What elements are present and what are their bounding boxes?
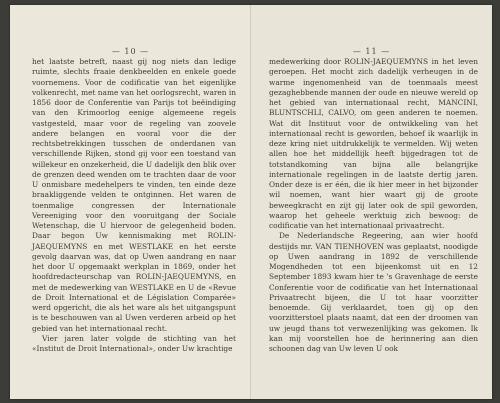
left-paragraph-2: Vier jaren later volgde de stichting van het «Institut de Droit International», onder Uw krachtige: [32, 333, 236, 353]
right-paragraph-1: medewerking door ROLIN-JAEQUEMYNS in het leven geroepen. Het mocht zich dadelijk verheugen in de warme ingenomenheid van de toenmaals meest gezaghebbende mannen der oude en nieuwe wereld op het gebied van internationaal recht, MANCINI, BLUNTSCHLI, CALVO, om geen anderen te noemen. Wat dit Instituut voor de ontwikkeling van het internationaal recht is geworden, behoef ik waarlijk in deze kring niet uitdrukkelijk te vermelden. Wij weten allen hoe het middellijk heeft bijgedragen tot de totstandkoming van bijna alle belangrijke internationale regelingen in de laatste dertig jaren. Onder deze is er één, die ik hier meer in het bijzonder wil noemen, want hier waart gij de groote beweegkracht en zijt gij later ook de spil geworden, waarop het geheele werktuig zich bewoog: de codificatie van het internationaal privaatrecht.: [269, 57, 478, 230]
book-spread: [10, 5, 492, 399]
right-page: [251, 5, 492, 399]
right-page-number: — 11 —: [352, 47, 391, 56]
right-page-text: [269, 57, 478, 354]
left-page: [10, 5, 251, 399]
right-paragraph-2: De Nederlandsche Regeering, aan wier hoofd destijds mr. VAN TIENHOVEN was geplaatst, noodigde op Uwen aandrang in 1892 de verschillende Mogendheden tot een bijeenkomst uit en 12 September 1893 kwam hier te 's Gravenhage de eerste Conferentie voor de codificatie van het Internationaal Privaatrecht bijeen, die U tot haar voorzitter benoemde. Gij verklaardet, toen gij op den voorzitterstoel plaats naamt, dat een der droomen van uw jeugd thans tot verwezenlijking was gekomen. Ik kan mij voorstellen hoe de herinnering aan dien schoonen dag van Uw leven U ook: [269, 231, 478, 353]
left-page-text: [32, 57, 236, 354]
left-page-number: — 10 —: [111, 47, 150, 56]
left-paragraph-1: het laatste betreft, naast gij nog niets dan ledige ruimte, slechts fraaie denkbeelden en enkele goede voornemens. Voor de codificatie van het eigenlijke volkenrecht, met name van het oorlogsrecht, waren in 1856 door de Conferentie van Parijs tot beëindiging van den Krimoorlog eenige algemeene regels vastgesteld, maar voor de regeling van zoovele andere belangen en vooral voor die der rechtsbetrekkingen tusschen de onderdanen van verschillende Rijken, stond gij voor een toestand van willekeur en onzekerheid, die U dadelijk den blik over de grenzen deed wenden om te trachten daar de voor U onmisbare medehelpers te vinden, ten einde deze braakliggende velden te ontginnen. Het waren de toenmalige congressen der Internationale Vereeniging voor den vooruitgang der Sociale Wetenschap, die U hiervoor de gelegenheid boden. Daar begon Uw kennismaking met ROLIN-JAEQUEMYNS en met WESTLAKE en het eerste gevolg daarvan was, dat op Uwen aandrang en naar het door U opgemaakt werkplan in 1869, onder het hoofdredacteurschap van ROLIN-JAEQUEMYNS, en met de medewerking van WESTLAKE en U de «Revue de Droit International et de Législation Comparée» werd opgericht, die als het ware als het uitgangspunt is te beschouwen van al Uwen verderen arbeid op het gebied van het internationaal recht.: [32, 57, 236, 333]
